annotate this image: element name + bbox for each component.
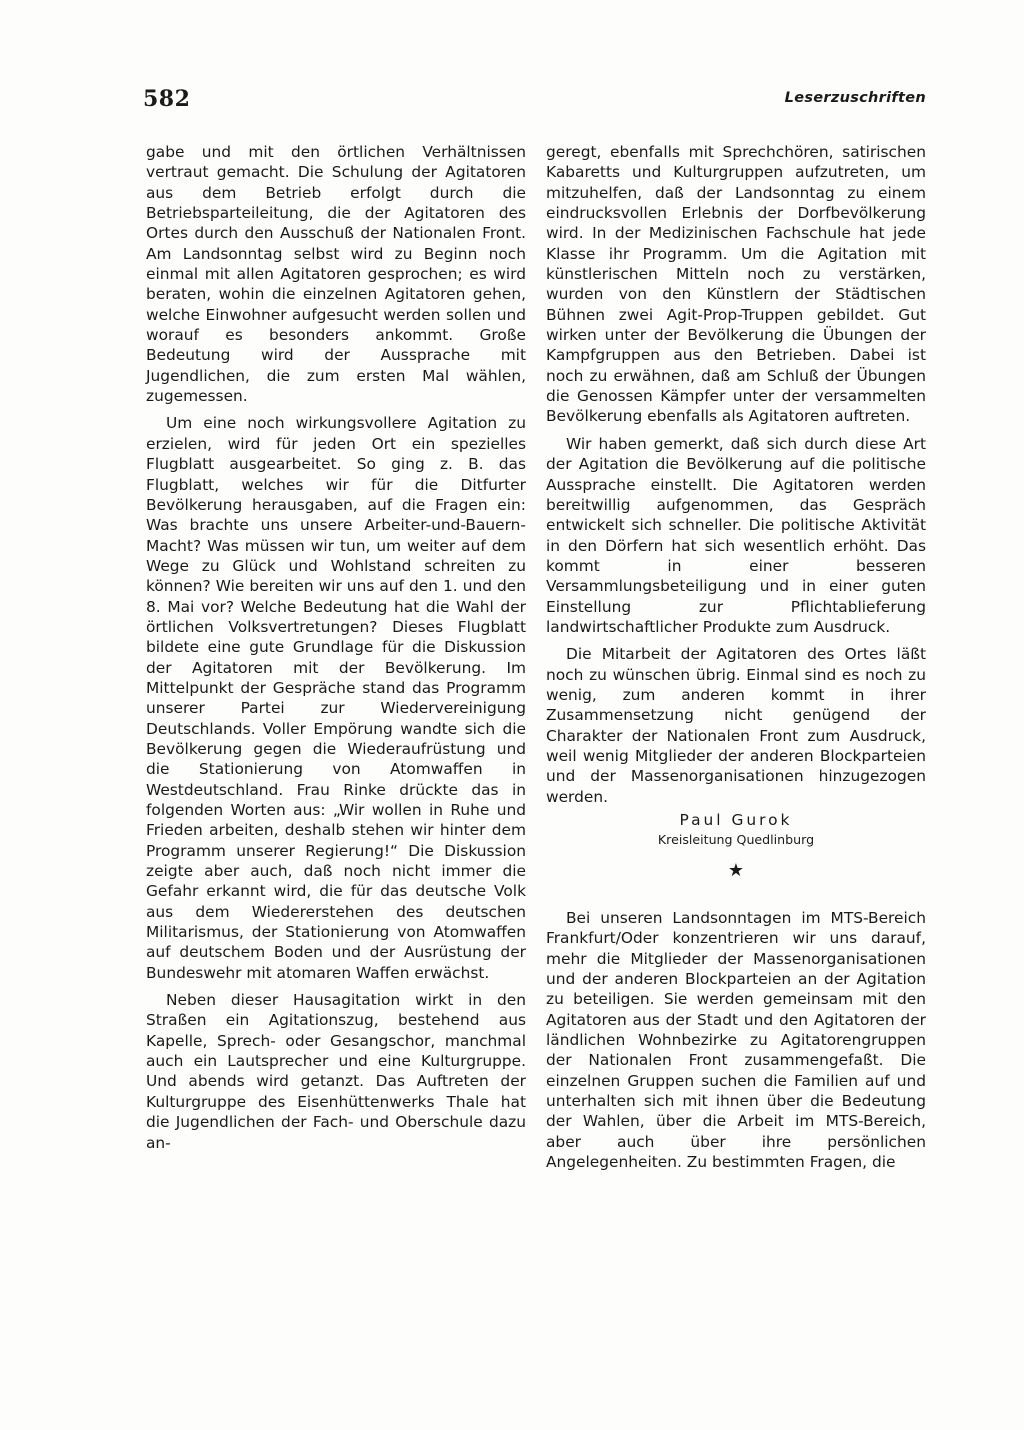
right-paragraph-2: Wir haben gemerkt, daß sich durch diese Art der Agitation die Bevölkerung auf die politische Aussprache einstellt. Die Agitatoren werden bereitwillig aufgenommen, das Gespräch entwickelt sich schneller. Die politische Aktivität in den Dörfern hat sich wesentlich erhöht. Das kommt in einer besseren Versammlungsbeteiligung und in einer guten Einstellung zur Pflichtablieferung landwirtschaftlicher Produkte zum Ausdruck. (546, 434, 926, 636)
page-number: 582 (143, 86, 191, 112)
right-column (546, 142, 926, 1172)
running-head: Leserzuschriften (784, 90, 926, 106)
left-paragraph-2: Um eine noch wirkungsvollere Agitation zu erzielen, wird für jeden Ort ein spezielles Flugblatt ausgearbeitet. So ging z. B. das Flugblatt, welches wir für die Ditfurter Bevölkerung herausgaben, auf die Fragen ein: Was brachte uns unsere Arbeiter-und-Bauern-Macht? Was müssen wir tun, um weiter auf dem Wege zu Glück und Wohlstand schreiten zu können? Wie bereiten wir uns auf den 1. und den 8. Mai vor? Welche Bedeutung hat die Wahl der örtlichen Volksvertretungen? Dieses Flugblatt bildete eine gute Grundlage für die Diskussion der Agitatoren mit der Bevölkerung. Im Mittelpunkt der Gespräche stand das Programm unserer Partei zur Wiedervereinigung Deutschlands. Voller Empörung wandte sich die Bevölkerung gegen die Wiederaufrüstung und die Stationierung von Atomwaffen in Westdeutschland. Frau Rinke drückte das in folgenden Worten aus: „Wir wollen in Ruhe und Frieden arbeiten, deshalb stehen wir hinter dem Programm unserer Regierung!“ Die Diskussion zeigte aber auch, daß noch nicht immer die Gefahr erkannt wird, die für das deutsche Volk aus dem Wiedererstehen des deutschen Militarismus, der Stationierung von Atomwaffen auf deutschem Boden und der Ausrüstung der Bundeswehr mit atomaren Waffen erwächst. (146, 414, 526, 982)
right-paragraph-4: Bei unseren Landsonntagen im MTS-Bereich Frankfurt/Oder konzentrieren wir uns darauf, mehr die Mitglieder der Massenorganisationen und der anderen Blockparteien an der Agitation zu beteiligen. Sie werden gemeinsam mit den Agitatoren aus der Stadt und den Agitatoren der ländlichen Wohnbezirke zu Agitatorengruppen der Nationalen Front zusammengefaßt. Die einzelnen Gruppen suchen die Familien auf und unterhalten sich mit ihnen über die Bedeutung der Wahlen, über die Arbeit im MTS-Bereich, aber auch über ihre persönlichen Angelegenheiten. Zu bestimmten Fragen, die (546, 909, 926, 1172)
right-paragraph-3: Die Mitarbeit der Agitatoren des Ortes läßt noch zu wünschen übrig. Einmal sind es noch zu wenig, zum anderen kommt in ihrer Zusammensetzung nicht genügend der Charakter der Nationalen Front zum Ausdruck, weil wenig Mitglieder der anderen Blockparteien und der Massenorganisationen hinzugezogen werden. (546, 645, 926, 806)
left-paragraph-3: Neben dieser Hausagitation wirkt in den Straßen ein Agitationszug, bestehend aus Kapelle, Sprech- oder Gesangschor, manchmal auch ein Lautsprecher und eine Kulturgruppe. Und abends wird getanzt. Das Auftreten der Kulturgruppe des Eisenhüttenwerks Thale hat die Jugendlichen der Fach- und Oberschule dazu an- (146, 991, 526, 1152)
separator-gap (546, 889, 926, 901)
page-header (143, 86, 926, 120)
left-paragraph-1: gabe und mit den örtlichen Verhältnissen vertraut gemacht. Die Schulung der Agitatoren aus dem Betrieb erfolgt durch die Betriebsparteileitung, die der Agitatoren des Ortes durch den Ausschuß der Nationalen Front. Am Landsonntag selbst wird zu Beginn noch einmal mit allen Agitatoren gesprochen; es wird beraten, wohin die einzelnen Agitatoren gehen, welche Einwohner aufgesucht werden sollen und worauf es besonders ankommt. Große Bedeutung wird der Aussprache mit Jugendlichen, die zum ersten Mal wählen, zugemessen. (146, 143, 526, 406)
left-column (146, 142, 526, 1153)
author-signature: Paul Gurok (679, 811, 793, 829)
star-separator-icon: ★ (727, 860, 745, 881)
author-affiliation: Kreisleitung Quedlinburg (657, 832, 815, 847)
right-paragraph-1: geregt, ebenfalls mit Sprechchören, satirischen Kabaretts und Kulturgruppen aufzutreten, um mitzuhelfen, daß der Landsonntag zu einem eindrucksvollen Erlebnis der Dorfbevölkerung wird. In der Medizinischen Fachschule hat jede Klasse ihr Programm. Um die Agitation mit künstlerischen Mitteln noch zu verstärken, wurden von den Künstlern der Städtischen Bühnen zwei Agit-Prop-Truppen gebildet. Gut wirken unter der Bevölkerung die Übungen der Kampfgruppen aus den Betrieben. Dabei ist noch zu erwähnen, daß am Schluß der Übungen die Genossen Kämpfer unter der versammelten Bevölkerung ebenfalls als Agitatoren auftreten. (546, 143, 926, 426)
